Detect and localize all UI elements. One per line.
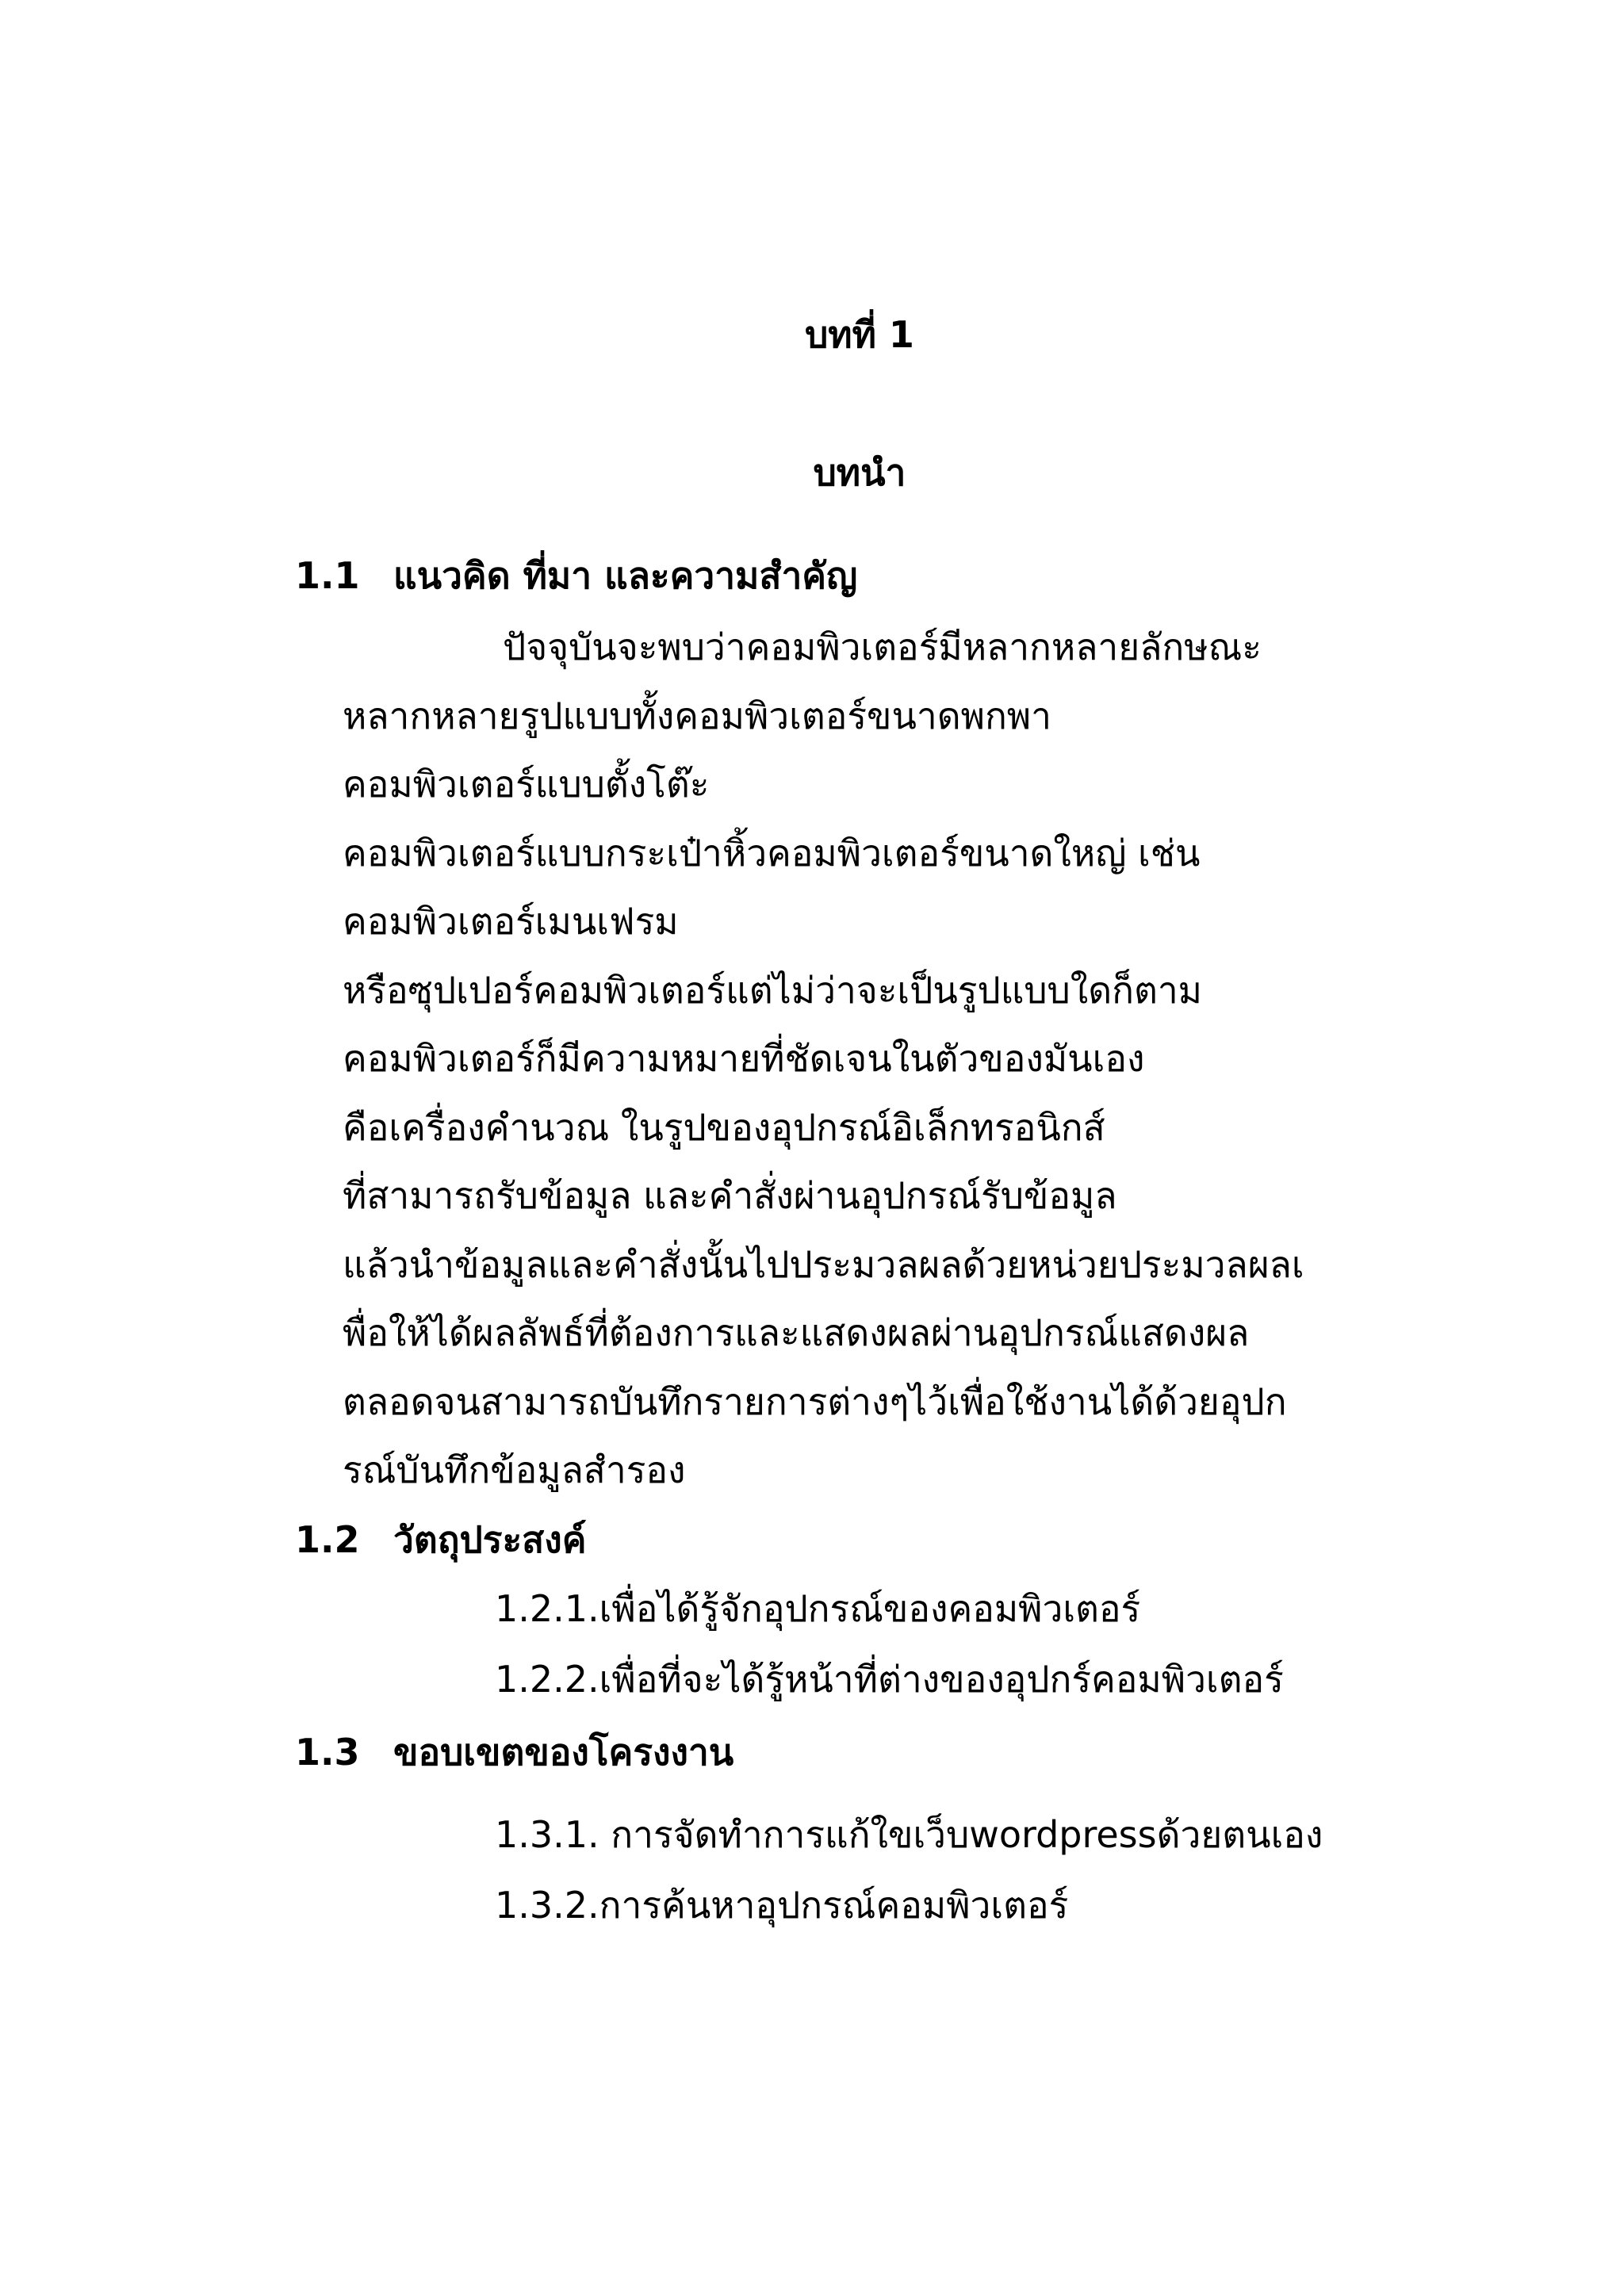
section-number: 1.2: [295, 1518, 360, 1561]
paragraph-line: คือเครื่องคำนวณ ในรูปของอุปกรณ์อิเล็กทรอนิกส์: [343, 1106, 1105, 1149]
section-title: ขอบเขตของโครงงาน: [393, 1731, 734, 1774]
paragraph-line: พื่อให้ได้ผลลัพธ์ที่ต้องการและแสดงผลผ่านอุปกรณ์แสดงผล: [343, 1311, 1250, 1354]
section-heading-1-1: [295, 552, 857, 599]
section-title: แนวคิด ที่มา และความสำคัญ: [393, 554, 858, 597]
objective-item: 1.2.2.เพื่อที่จะได้รู้หน้าที่ต่างของอุปกร์คอมพิวเตอร์: [495, 1658, 1284, 1701]
paragraph-line: ตลอดจนสามารถบันทึกรายการต่างๆไว้เพื่อใช้งานได้ด้วยอุปก: [343, 1380, 1287, 1423]
chapter-title: บทนำ: [813, 451, 906, 494]
chapter-number: บทที่ 1: [805, 313, 914, 356]
paragraph-line: คอมพิวเตอร์แบบตั้งโต๊ะ: [343, 763, 710, 806]
paragraph-line: ที่สามารถรับข้อมูล และคำสั่งผ่านอุปกรณ์รับข้อมูล: [343, 1174, 1117, 1217]
paragraph-line: หรือซุปเปอร์คอมพิวเตอร์แต่ไม่ว่าจะเป็นรูปแบบใดก็ตาม: [343, 969, 1202, 1012]
paragraph-line: แล้วนำข้อมูลและคำสั่งนั้นไปประมวลผลด้วยหน่วยประมวลผลเ: [343, 1243, 1304, 1286]
section-title: วัตถุประสงค์: [393, 1518, 587, 1561]
section-heading-1-2: [295, 1516, 586, 1563]
paragraph-line: คอมพิวเตอร์แบบกระเป๋าหิ้วคอมพิวเตอร์ขนาดใหญ่ เช่น: [343, 832, 1201, 874]
scope-item: 1.3.1. การจัดทำการแก้ใขเว็บwordpressด้วยตนเอง: [495, 1813, 1323, 1856]
paragraph-line: คอมพิวเตอร์เมนเฟรม: [343, 900, 679, 943]
paragraph-line: ปัจจุบันจะพบว่าคอมพิวเตอร์มีหลากหลายลักษณะ: [503, 626, 1262, 668]
section-heading-1-3: [295, 1728, 733, 1776]
scope-item: 1.3.2.การค้นหาอุปกรณ์คอมพิวเตอร์: [495, 1884, 1069, 1927]
section-number: 1.1: [295, 554, 360, 597]
paragraph-line: รณ์บันทึกข้อมูลสำรอง: [343, 1448, 686, 1491]
paragraph-line: คอมพิวเตอร์ก็มีความหมายที่ชัดเจนในตัวของมันเอง: [343, 1037, 1145, 1080]
objective-item: 1.2.1.เพื่อได้รู้จักอุปกรณ์ของคอมพิวเตอร์: [495, 1587, 1141, 1630]
paragraph-line: หลากหลายรูปแบบทั้งคอมพิวเตอร์ขนาดพกพา: [343, 695, 1051, 737]
section-number: 1.3: [295, 1731, 360, 1774]
